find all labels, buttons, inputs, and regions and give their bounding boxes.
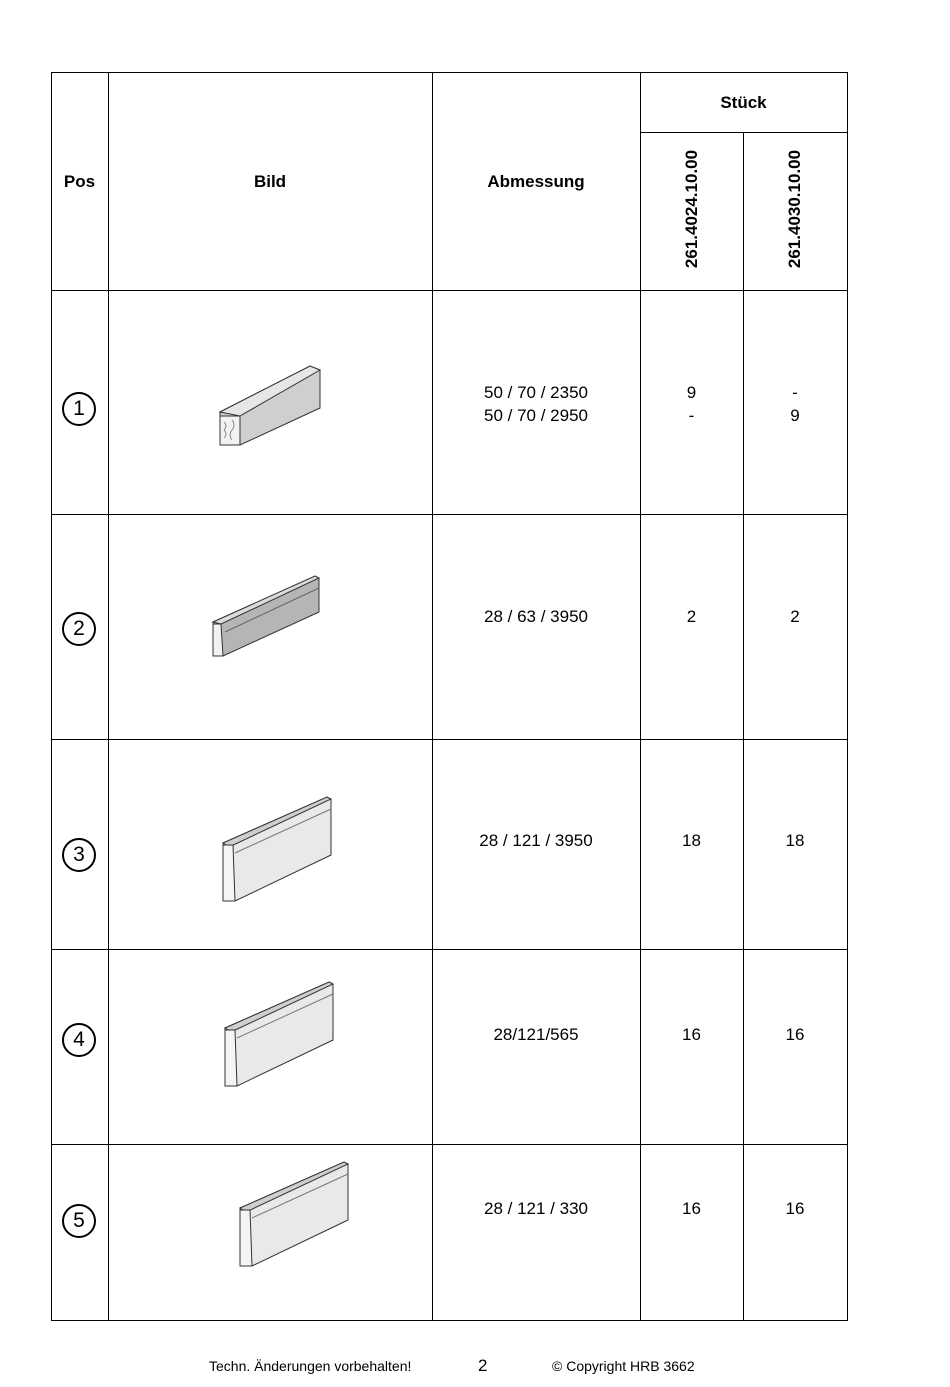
header-bottom [51,290,848,291]
dimension-row1-line2: 50 / 70 / 2950 [484,406,588,425]
page-number: 2 [478,1356,488,1375]
qty-row5-col1: 16 [682,1199,701,1218]
qty-row2-col2: 2 [790,607,800,626]
dimension-row1-line1: 50 / 70 / 2350 [484,383,588,402]
header-col-2614030: 261.4030.10.00 [785,149,804,269]
header-bild: Bild [253,172,287,191]
column-divider [432,72,433,1321]
header-pos: Pos [63,172,96,191]
dimension-row4: 28/121/565 [493,1025,579,1044]
row-divider [51,739,848,740]
position-number-3: 3 [62,838,96,872]
board-wide-picture [232,1160,352,1270]
column-divider [108,72,109,1321]
row-divider [51,949,848,950]
dimension-row2: 28 / 63 / 3950 [484,607,588,626]
board-small-picture [205,572,325,662]
header-abmessung: Abmessung [487,172,585,191]
position-number-4: 4 [62,1023,96,1057]
table-border-right [847,72,848,1321]
table-border-left [51,72,52,1321]
dimension-row5: 28 / 121 / 330 [484,1199,588,1218]
qty-row4-col1: 16 [682,1025,701,1044]
stueck-divider [640,132,848,133]
position-number-5: 5 [62,1204,96,1238]
qty-row3-col2: 18 [785,831,805,850]
qty-row5-col2: 16 [785,1199,805,1218]
position-number-1: 1 [62,392,96,426]
column-divider [743,132,744,1321]
footer-copyright: © Copyright HRB 3662 [552,1358,695,1374]
qty-row1-col2-line1: - [792,383,798,402]
qty-row1-col1-line2: - [688,406,695,425]
footer-disclaimer: Techn. Änderungen vorbehalten! [209,1358,412,1374]
table-border-bottom [51,1320,848,1321]
qty-row3-col1: 18 [682,831,701,850]
table-border-top [51,72,848,73]
qty-row4-col2: 16 [785,1025,805,1044]
qty-row2-col1: 2 [686,607,697,626]
row-divider [51,1144,848,1145]
header-col-2614024: 261.4024.10.00 [682,149,701,269]
wooden-beam-picture [210,360,330,455]
qty-row1-col1-line1: 9 [686,383,697,402]
header-stueck: Stück [720,93,767,112]
column-divider [640,72,641,1321]
position-number-2: 2 [62,612,96,646]
row-divider [51,514,848,515]
board-wide-picture [215,795,335,905]
board-wide-picture [217,980,337,1090]
dimension-row3: 28 / 121 / 3950 [479,831,593,850]
qty-row1-col2-line2: 9 [790,406,800,425]
